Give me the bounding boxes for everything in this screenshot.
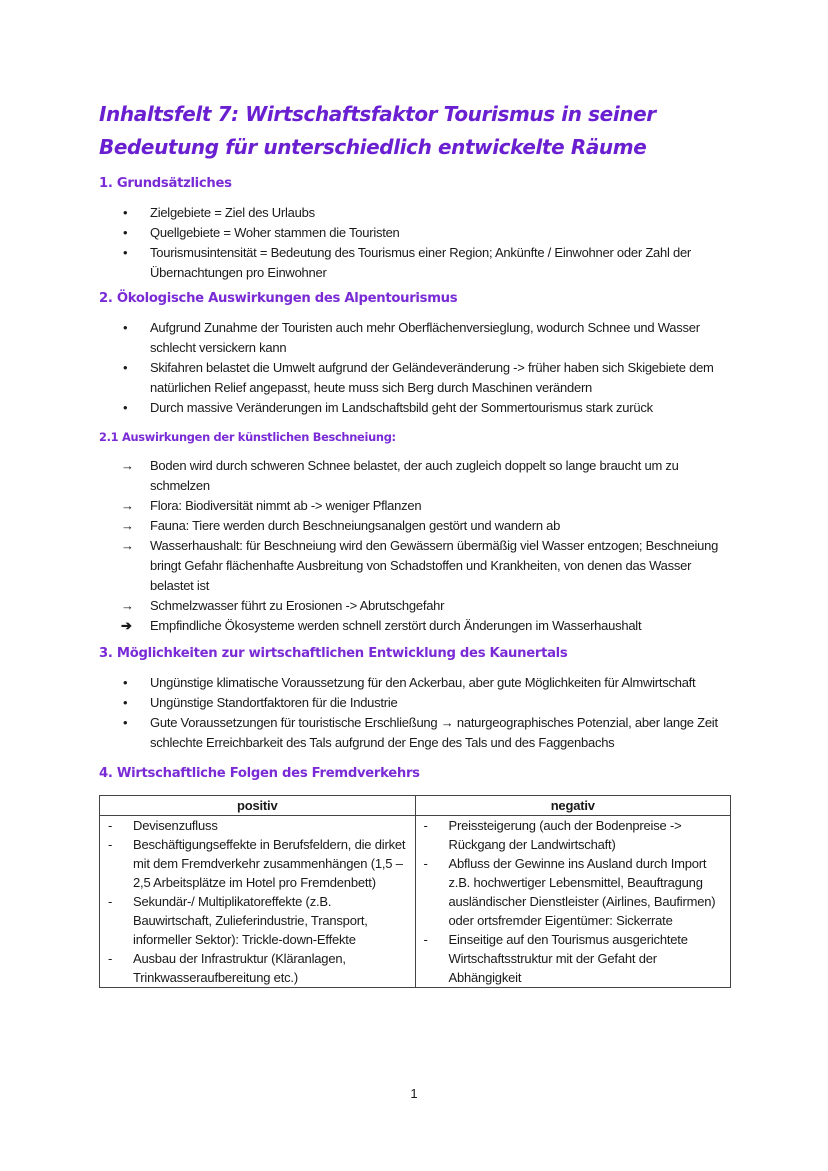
positiv-list bbox=[100, 816, 411, 987]
list-item: • Zielgebiete = Ziel des Urlaubs bbox=[99, 203, 731, 223]
dash-marker: - bbox=[108, 818, 113, 833]
list-item: → Flora: Biodiversität nimmt ab -> weniger Pflanzen bbox=[99, 496, 731, 516]
negativ-cell bbox=[415, 816, 731, 988]
section-2-list bbox=[99, 318, 731, 418]
column-header-negativ: negativ bbox=[415, 796, 731, 816]
list-item: ➔ Empfindliche Ökosysteme werden schnell zerstört durch Änderungen im Wasserhaushalt bbox=[99, 616, 731, 636]
positiv-cell bbox=[100, 816, 416, 988]
table-row bbox=[100, 816, 731, 988]
document-page bbox=[99, 98, 731, 988]
list-item: - Preissteigerung (auch der Bodenpreise -> Rückgang der Landwirtschaft) bbox=[423, 818, 682, 852]
bullet-icon: • bbox=[123, 675, 128, 690]
section-1-heading: 1. Grundsätzliches bbox=[99, 176, 232, 191]
dash-marker: - bbox=[108, 837, 113, 852]
column-header-positiv: positiv bbox=[100, 796, 416, 816]
bullet-icon: • bbox=[123, 715, 128, 730]
effects-table bbox=[99, 795, 731, 988]
dash-marker: - bbox=[423, 818, 428, 833]
negativ-list bbox=[416, 816, 727, 987]
list-item: - Sekundär-/ Multiplikatoreffekte (z.B. Bauwirtschaft, Zulieferindustrie, Transport, informeller Sektor): Trickle-down-Effekte bbox=[108, 894, 368, 947]
section-3-list bbox=[99, 673, 731, 753]
bullet-icon: • bbox=[123, 400, 128, 415]
bold-arrow-right-icon: ➔ bbox=[121, 618, 132, 633]
dash-marker: - bbox=[108, 951, 113, 966]
section-1-list bbox=[99, 203, 731, 283]
arrow-right-icon: → bbox=[121, 598, 134, 613]
title-line-1: Inhaltsfelt 7: Wirtschaftsfaktor Tourismus in seiner bbox=[99, 102, 656, 126]
list-item: • Quellgebiete = Woher stammen die Touristen bbox=[99, 223, 731, 243]
list-item: • Gute Voraussetzungen für touristische Erschließung → naturgeographisches Potenzial, aber lange Zeit schlechte Erreichbarkeit des Tals aufgrund der Enge des Tals und des Faggenbachs bbox=[123, 715, 718, 750]
dash-marker: - bbox=[423, 932, 428, 947]
list-item: - Abfluss der Gewinne ins Ausland durch Import z.B. hochwertiger Lebensmittel, Beauftragung ausländischer Dienstleister (Airlines, Baufirmen) oder ortsfremder Eigentümer: Sickerrate bbox=[423, 856, 716, 928]
list-item: - Einseitige auf den Tourismus ausgerichtete Wirtschaftsstruktur mit der Gefaht der Abhängigkeit bbox=[423, 932, 688, 985]
section-4-heading: 4. Wirtschaftliche Folgen des Fremdverkehrs bbox=[99, 766, 420, 781]
document-title bbox=[99, 98, 731, 164]
section-2-1-list bbox=[99, 456, 731, 636]
dash-marker: - bbox=[423, 856, 428, 871]
bullet-icon: • bbox=[123, 695, 128, 710]
bullet-icon: • bbox=[123, 225, 128, 240]
arrow-right-icon: → bbox=[121, 538, 134, 553]
section-2-1-heading: 2.1 Auswirkungen der künstlichen Beschneiung: bbox=[99, 430, 396, 444]
bullet-icon: • bbox=[123, 320, 128, 335]
list-item: • Skifahren belastet die Umwelt aufgrund der Geländeveränderung -> früher haben sich Skigebiete dem natürlichen Relief angepasst, heute muss sich Berg durch Maschinen verändern bbox=[123, 360, 714, 395]
arrow-right-icon: → bbox=[121, 498, 134, 513]
bullet-icon: • bbox=[123, 205, 128, 220]
list-item: • Ungünstige Standortfaktoren für die Industrie bbox=[99, 693, 731, 713]
section-3-heading: 3. Möglichkeiten zur wirtschaftlichen Entwicklung des Kaunertals bbox=[99, 646, 568, 661]
list-item: - Beschäftigungseffekte in Berufsfeldern, die dirket mit dem Fremdverkehr zusammenhängen (1,5 – 2,5 Arbeitsplätze im Hotel pro Fremdenbett) bbox=[108, 837, 406, 890]
bullet-icon: • bbox=[123, 360, 128, 375]
page-number: 1 bbox=[410, 1086, 418, 1101]
arrow-right-icon: → bbox=[121, 518, 134, 533]
list-item: • Ungünstige klimatische Voraussetzung für den Ackerbau, aber gute Möglichkeiten für Almwirtschaft bbox=[99, 673, 731, 693]
list-item: → Schmelzwasser führt zu Erosionen -> Abrutschgefahr bbox=[99, 596, 731, 616]
list-item: • Durch massive Veränderungen im Landschaftsbild geht der Sommertourismus stark zurück bbox=[99, 398, 731, 418]
list-item: - Ausbau der Infrastruktur (Kläranlagen, Trinkwasseraufbereitung etc.) bbox=[108, 951, 346, 985]
list-item: - Devisenzufluss bbox=[108, 818, 218, 833]
list-item: • Tourismusintensität = Bedeutung des Tourismus einer Region; Ankünfte / Einwohner oder Zahl der Übernachtungen pro Einwohner bbox=[123, 245, 692, 280]
list-item: → Boden wird durch schweren Schnee belastet, der auch zugleich doppelt so lange braucht um zu schmelzen bbox=[121, 458, 679, 493]
title-line-2: Bedeutung für unterschiedlich entwickelte Räume bbox=[99, 135, 647, 159]
list-item: → Fauna: Tiere werden durch Beschneiungsanalgen gestört und wandern ab bbox=[99, 516, 731, 536]
list-item: • Aufgrund Zunahme der Touristen auch mehr Oberflächenversieglung, wodurch Schnee und Wasser schlecht versickern kann bbox=[123, 320, 700, 355]
list-item: → Wasserhaushalt: für Beschneiung wird den Gewässern übermäßig viel Wasser entzogen; Beschneiung bringt Gefahr flächenhafte Ausbreitung von Schadstoffen und Krankheiten, von denen das Wasser belastet ist bbox=[121, 538, 719, 593]
bullet-icon: • bbox=[123, 245, 128, 260]
dash-marker: - bbox=[108, 894, 113, 909]
arrow-right-icon: → bbox=[121, 458, 134, 473]
section-2-heading: 2. Ökologische Auswirkungen des Alpentourismus bbox=[99, 291, 458, 306]
